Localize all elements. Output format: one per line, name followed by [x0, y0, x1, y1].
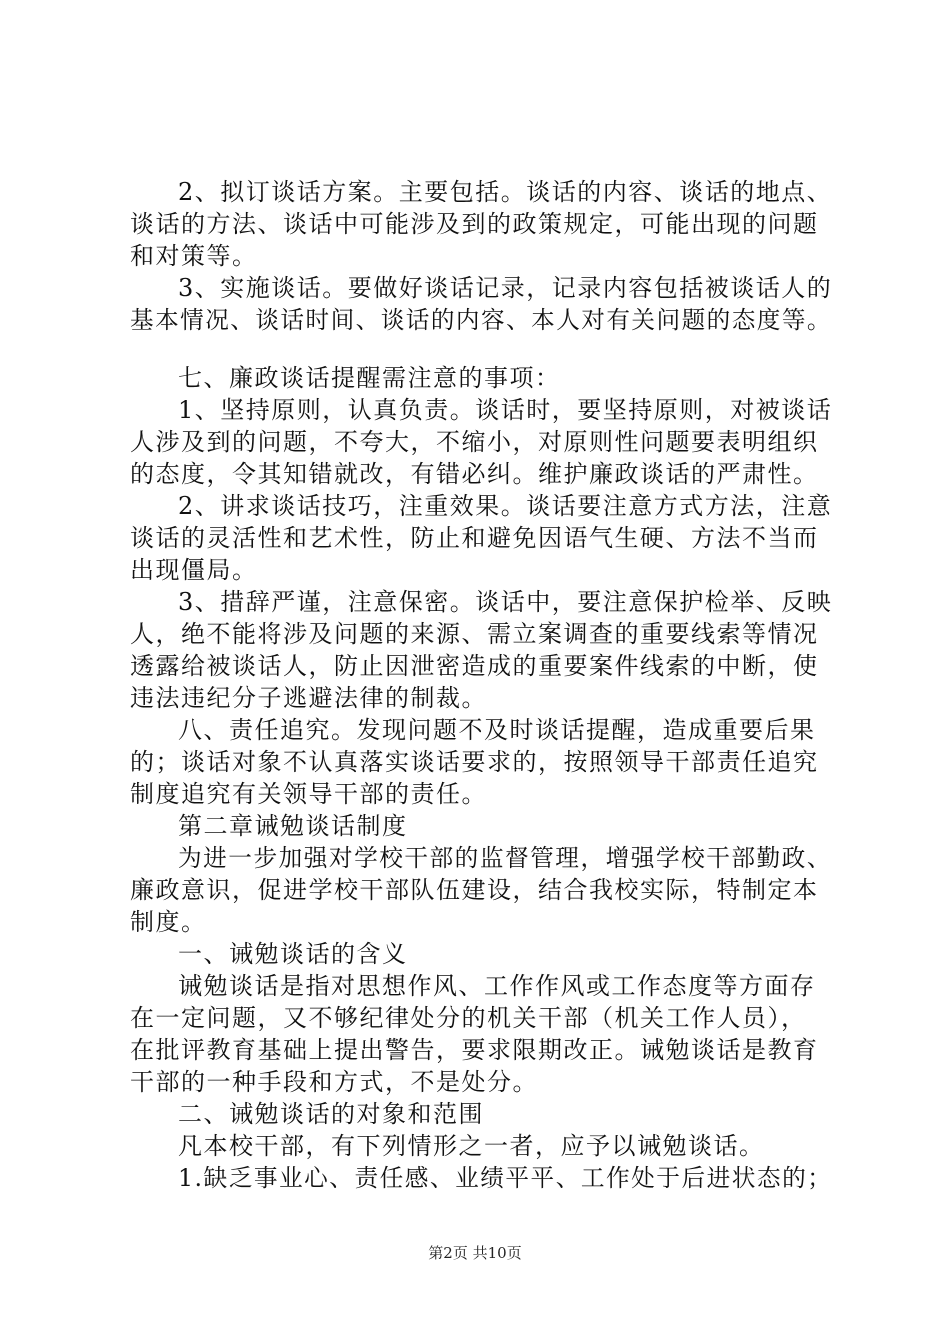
text-line: 出现僵局。	[130, 556, 258, 584]
text-line: 人涉及到的问题，不夸大，不缩小，对原则性问题要表明组织	[130, 428, 819, 456]
text-line: 1、坚持原则，认真负责。谈话时，要坚持原则，对被谈话	[178, 396, 833, 424]
text-line: 在批评教育基础上提出警告，要求限期改正。诫勉谈话是教育	[130, 1036, 819, 1064]
text-line: 2、讲求谈话技巧，注重效果。谈话要注意方式方法，注意	[178, 492, 833, 520]
text-line: 廉政意识，促进学校干部队伍建设，结合我校实际，特制定本	[130, 876, 819, 904]
text-line: 谈话的方法、谈话中可能涉及到的政策规定，可能出现的问题	[130, 210, 819, 238]
text-line: 违法违纪分子逃避法律的制裁。	[130, 684, 487, 712]
text-line: 2、拟订谈话方案。主要包括。谈话的内容、谈话的地点、	[178, 178, 833, 206]
text-line: 八、责任追究。发现问题不及时谈话提醒，造成重要后果	[178, 716, 816, 744]
text-line: 诫勉谈话是指对思想作风、工作作风或工作态度等方面存	[178, 972, 816, 1000]
text-line: 干部的一种手段和方式，不是处分。	[130, 1068, 538, 1096]
text-line: 3、措辞严谨，注意保密。谈话中，要注意保护检举、反映	[178, 588, 833, 616]
text-line: 基本情况、谈话时间、谈话的内容、本人对有关问题的态度等。	[130, 306, 833, 334]
section-heading: 七、廉政谈话提醒需注意的事项：	[178, 364, 561, 392]
text-line: 制度。	[130, 908, 207, 936]
chapter-heading: 第二章诫勉谈话制度	[178, 812, 408, 840]
section-heading: 一、诫勉谈话的含义	[178, 940, 408, 968]
text-line: 谈话的灵活性和艺术性，防止和避免因语气生硬、方法不当而	[130, 524, 819, 552]
page-number-footer: 第2页 共10页	[428, 1244, 522, 1262]
text-line: 在一定问题，又不够纪律处分的机关干部（机关工作人员），	[130, 1004, 807, 1032]
text-line: 人，绝不能将涉及问题的来源、需立案调查的重要线索等情况	[130, 620, 819, 648]
text-line: 凡本校干部，有下列情形之一者，应予以诫勉谈话。	[178, 1132, 765, 1160]
text-line: 透露给被谈话人，防止因泄密造成的重要案件线索的中断，使	[130, 652, 819, 680]
text-line: 制度追究有关领导干部的责任。	[130, 780, 487, 808]
text-line: 3、实施谈话。要做好谈话记录，记录内容包括被谈话人的	[178, 274, 833, 302]
text-line: 的态度，令其知错就改，有错必纠。维护廉政谈话的严肃性。	[130, 460, 819, 488]
text-line: 和对策等。	[130, 242, 258, 270]
text-line: 为进一步加强对学校干部的监督管理，增强学校干部勤政、	[178, 844, 832, 872]
text-line: 的；谈话对象不认真落实谈话要求的，按照领导干部责任追究	[130, 748, 819, 776]
text-line: 1.缺乏事业心、责任感、业绩平平、工作处于后进状态的；	[178, 1164, 833, 1192]
section-heading: 二、诫勉谈话的对象和范围	[178, 1100, 484, 1128]
